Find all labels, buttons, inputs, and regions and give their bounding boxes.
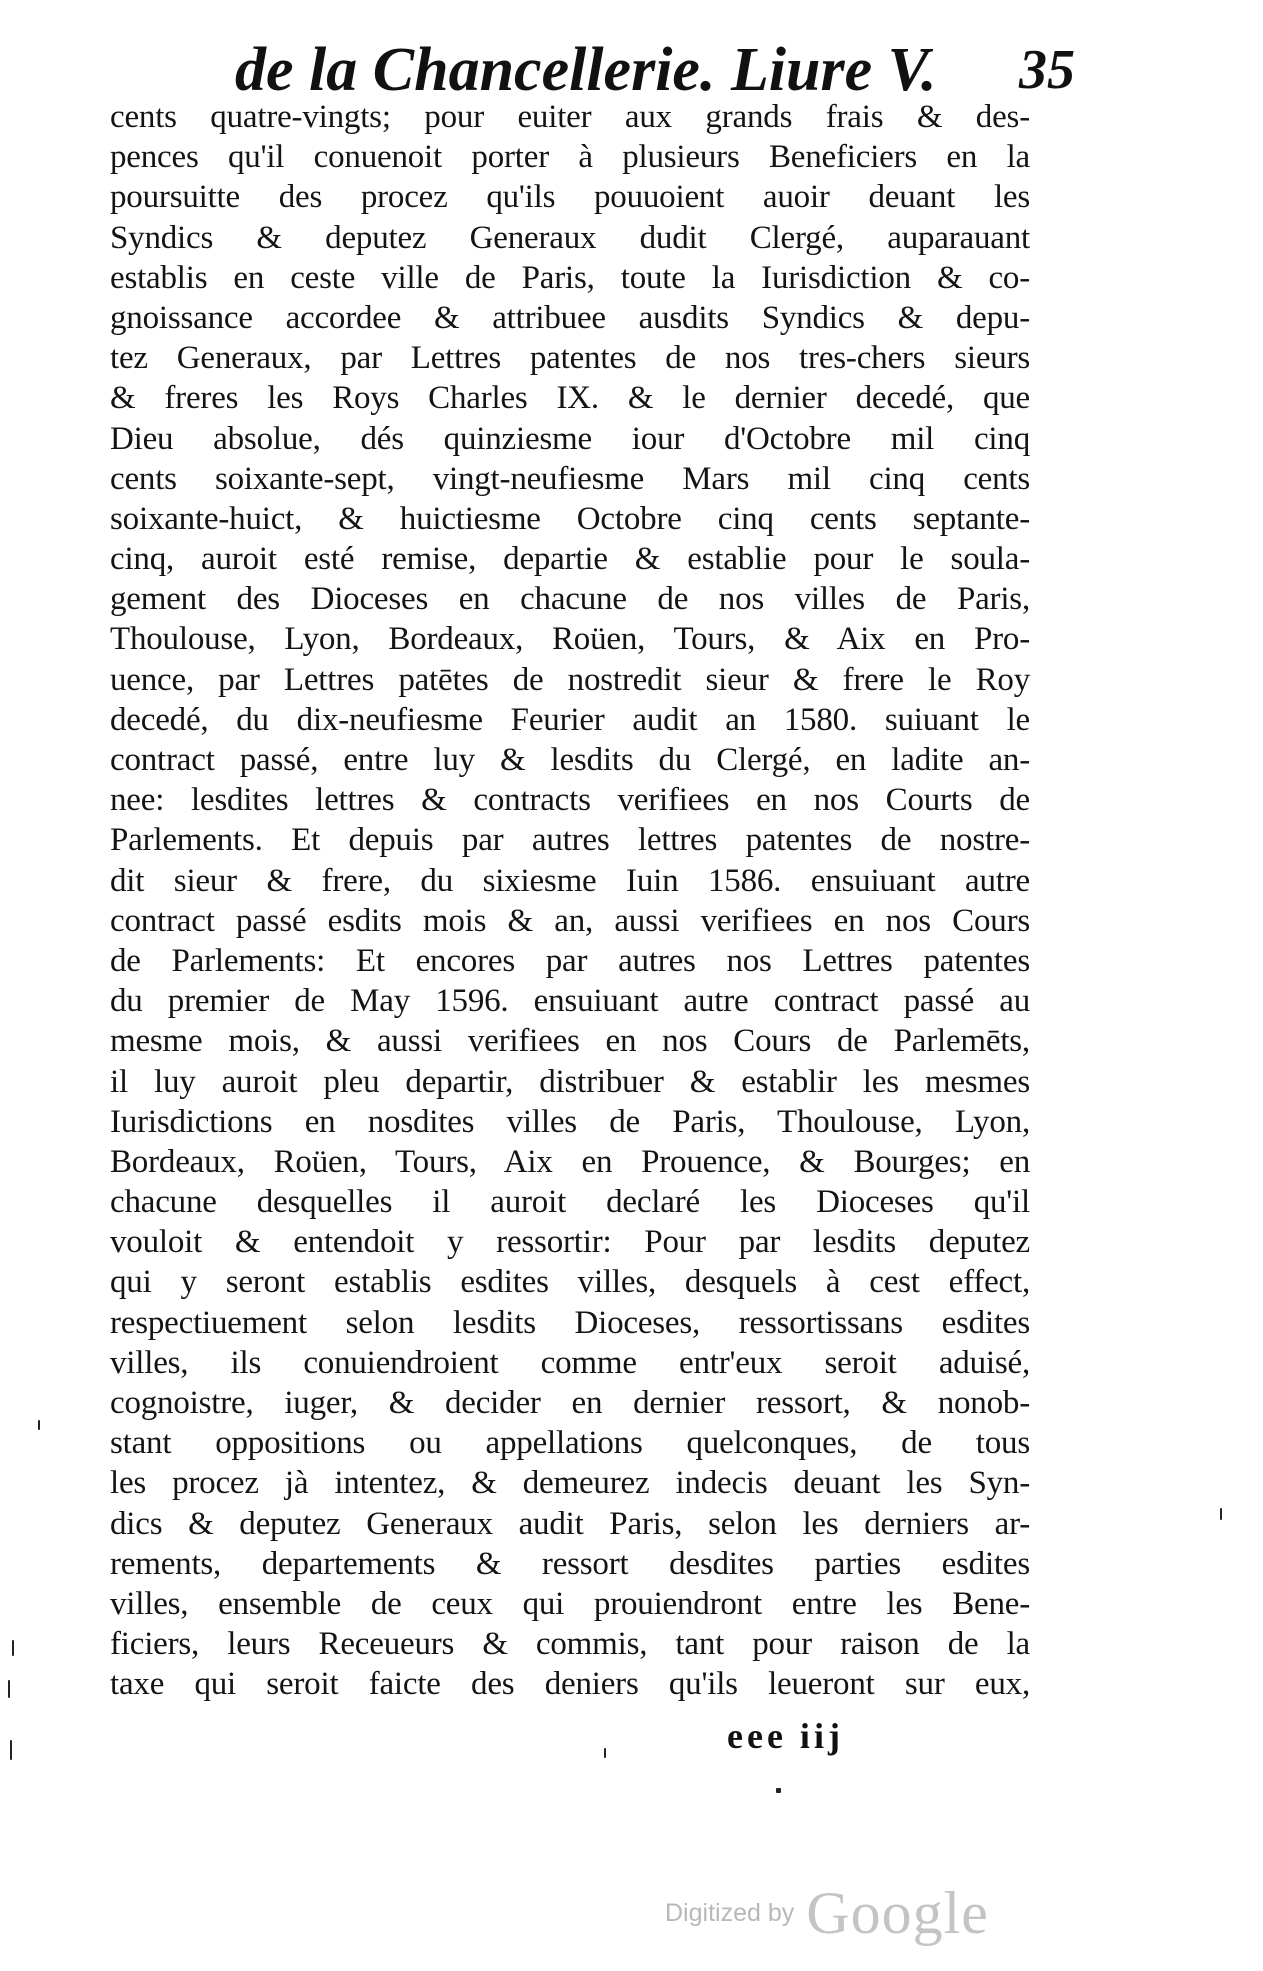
scan-speck [776,1788,781,1793]
text-line: Syndics & deputez Generaux dudit Clergé, auparauant [110,219,1030,256]
text-line: contract passé esdits mois & an, aussi verifiees en nos Cours [110,902,1030,939]
body-text [110,97,1030,1705]
text-line: soixante-huict, & huictiesme Octobre cinq cents septante- [110,500,1030,537]
text-line: qui y seront establis esdites villes, desquels à cest effect, [110,1264,1030,1301]
text-line: dit sieur & frere, du sixiesme Iuin 1586. ensuiuant autre [110,862,1030,899]
scan-speck [604,1748,606,1758]
text-line: les procez jà intentez, & demeurez indecis deuant les Syn- [110,1465,1030,1502]
text-line: mesme mois, & aussi verifiees en nos Cours de Parlemēts, [110,1023,1030,1060]
text-line: taxe qui seroit faicte des deniers qu'ils leueront sur eux, [110,1666,1030,1703]
text-line: uence, par Lettres patētes de nostredit sieur & frere le Roy [110,661,1030,698]
text-line: de Parlements: Et encores par autres nos Lettres patentes [110,942,1030,979]
text-line: decedé, du dix-neufiesme Feurier audit an 1580. suiuant le [110,701,1030,738]
text-line: rements, departements & ressort desdites parties esdites [110,1545,1030,1582]
signature-mark: eee iij [727,1716,844,1756]
text-line: Dieu absolue, dés quinziesme iour d'Octobre mil cinq [110,420,1030,457]
text-line: stant oppositions ou appellations quelconques, de tous [110,1425,1030,1462]
text-line: dics & deputez Generaux audit Paris, selon les derniers ar- [110,1505,1030,1542]
text-line: establis en ceste ville de Paris, toute la Iurisdiction & co- [110,259,1030,296]
text-line: cognoistre, iuger, & decider en dernier ressort, & nonob- [110,1385,1030,1421]
scan-speck [8,1680,10,1698]
text-line: contract passé, entre luy & lesdits du Clergé, en ladite an- [110,742,1030,778]
scan-speck [12,1640,14,1656]
text-line: vouloit & entendoit y ressortir: Pour par lesdits deputez [110,1224,1030,1261]
text-line: cents soixante-sept, vingt-neufiesme Mars mil cinq cents [110,460,1030,497]
text-line: nee: lesdites lettres & contracts verifiees en nos Courts de [110,782,1030,819]
text-line: du premier de May 1596. ensuiuant autre contract passé au [110,983,1030,1020]
text-line: & freres les Roys Charles IX. & le dernier decedé, que [110,380,1030,417]
scan-speck [1220,1508,1222,1520]
text-line: chacune desquelles il auroit declaré les Dioceses qu'il [110,1184,1030,1221]
text-line: gement des Dioceses en chacune de nos villes de Paris, [110,581,1030,618]
text-line: Thoulouse, Lyon, Bordeaux, Roüen, Tours, & Aix en Pro- [110,621,1030,658]
text-line: Bordeaux, Roüen, Tours, Aix en Prouence, & Bourges; en [110,1143,1030,1180]
text-line: pences qu'il conuenoit porter à plusieurs Beneficiers en la [110,139,1030,176]
text-line: Parlements. Et depuis par autres lettres patentes de nostre- [110,822,1030,859]
running-title: de la Chancellerie. Liure V. [235,36,937,104]
text-line: poursuitte des procez qu'ils pouuoient auoir deuant les [110,179,1030,216]
text-line: respectiuement selon lesdits Dioceses, ressortissans esdites [110,1304,1030,1341]
text-line: ficiers, leurs Receueurs & commis, tant pour raison de la [110,1626,1030,1663]
text-line: il luy auroit pleu departir, distribuer & establir les mesmes [110,1063,1030,1100]
watermark-prefix: Digitized by [665,1898,795,1927]
text-line: villes, ensemble de ceux qui prouiendront entre les Bene- [110,1585,1030,1622]
scan-speck [38,1420,40,1430]
text-line: cents quatre-vingts; pour euiter aux grands frais & des- [110,99,1030,135]
text-line: gnoissance accordee & attribuee ausdits Syndics & depu- [110,299,1030,336]
watermark-brand: Google [806,1879,989,1946]
text-line: villes, ils conuiendroient comme entr'eux seroit aduisé, [110,1344,1030,1381]
scan-speck [10,1740,12,1760]
digitization-watermark [665,1878,989,1948]
page-number: 35 [1019,39,1075,101]
text-line: cinq, auroit esté remise, departie & establie pour le soula- [110,541,1030,578]
text-line: Iurisdictions en nosdites villes de Paris, Thoulouse, Lyon, [110,1103,1030,1140]
text-line: tez Generaux, par Lettres patentes de nos tres-chers sieurs [110,340,1030,377]
